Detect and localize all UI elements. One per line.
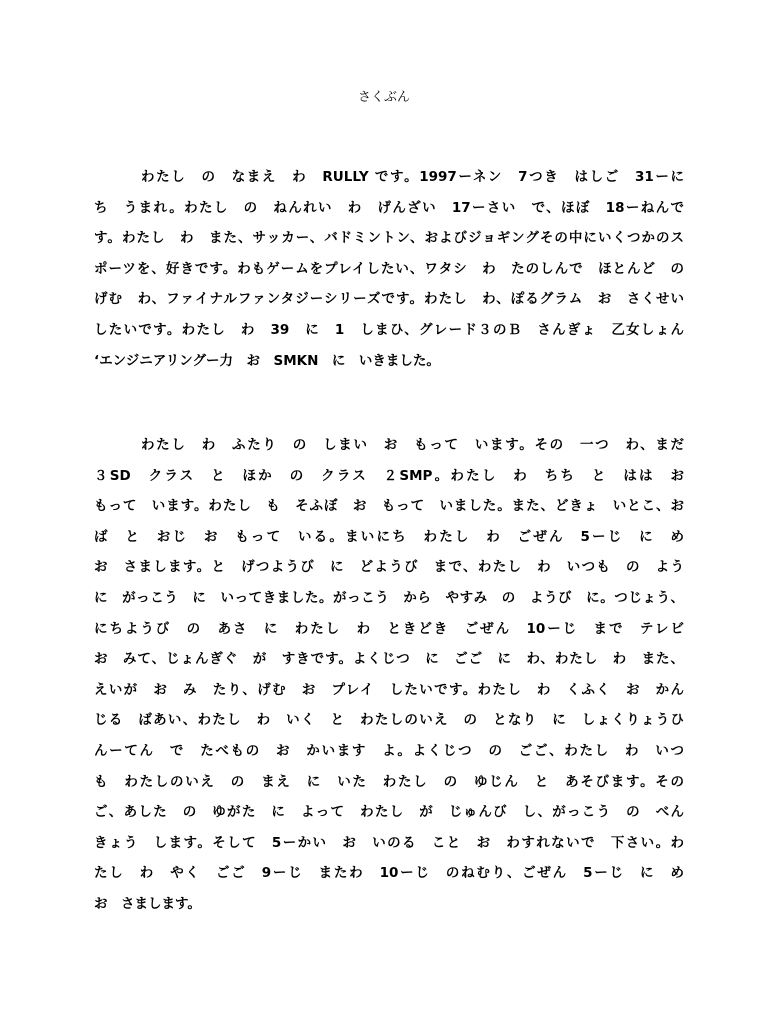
document-title: さくぶん xyxy=(357,90,410,105)
text-line: わたし の なまえ わ RULLY です。1997ーネン 7つき はしご 31ーに xyxy=(141,169,684,185)
paragraph-1 xyxy=(94,162,684,376)
text-line: わたし わ ふたり の しまい お もって います。その 一つ わ、まだ xyxy=(141,437,684,453)
text-line: んーてん で たべもの お かいます よ。よくじつ の ごご、わたし わ いつ xyxy=(94,742,684,759)
text-line: も わたしのいえ の まえ に いた わたし の ゆじん と あそびます。その xyxy=(94,773,684,790)
text-line: す。わたし わ また、サッカー、バドミントン、およびジョギングその中にいくつかのス xyxy=(94,230,684,247)
text-line: ‘エンジニアリングー力 お SMKN に いきました。 xyxy=(94,352,440,369)
text-line: ち うまれ。わたし の ねんれい わ げんざい 17ーさい で、ほぼ 18ーねんで xyxy=(94,199,684,216)
text-line: じる ばあい、わたし わ いく と わたしのいえ の となり に しょくりょうひ xyxy=(94,712,684,729)
text-line: たし わ やく ごご 9ーじ またわ 10ーじ のねむり、ごぜん 5ーじ に め xyxy=(94,865,684,882)
text-line: きょう します。そして 5ーかい お いのる こと お わすれないで 下さい。わ xyxy=(94,834,684,851)
text-line: お さまします。 xyxy=(94,895,201,912)
text-line: ば と おじ お もって いる。まいにち わたし わ ごぜん 5ーじ に め xyxy=(94,528,684,545)
text-line: お さまします。と げつようび に どようび まで、わたし わ いつも の よう xyxy=(94,559,684,576)
text-line: に がっこう に いってきました。がっこう から やすみ の ようび に。つじょう、 xyxy=(94,589,684,606)
text-line: したいです。わたし わ 39 に 1 しまひ、グレード３のＢ さんぎょ 乙女しょん xyxy=(94,321,684,338)
text-line: お みて、じょんぎぐ が すきです。よくじつ に ごご に わ、わたし わ また、 xyxy=(94,651,684,668)
text-line: ご、あした の ゆがた に よって わたし が じゅんび し、がっこう の べん xyxy=(94,804,684,821)
text-line: げむ わ、ファイナルファンタジーシリーズです。わたし わ、ぽるグラム お さくせい xyxy=(94,291,684,308)
text-line: えいが お み たり、げむ お プレイ したいです。わたし わ くふく お かん xyxy=(94,681,684,698)
text-line: ポーツを、好きです。わもゲームをプレイしたい、ワタシ わ たのしんで ほとんど の xyxy=(94,260,684,277)
paragraph-2 xyxy=(94,430,684,920)
text-line: もって います。わたし も そふぼ お もって いました。また、どきょ いとこ、お xyxy=(94,498,684,515)
text-line: にちようび の あさ に わたし わ ときどき ごぜん 10ーじ まで テレビ xyxy=(94,620,684,637)
text-line: ３SD クラス と ほか の クラス ２SMP。わたし わ ちち と はは お xyxy=(94,467,684,484)
